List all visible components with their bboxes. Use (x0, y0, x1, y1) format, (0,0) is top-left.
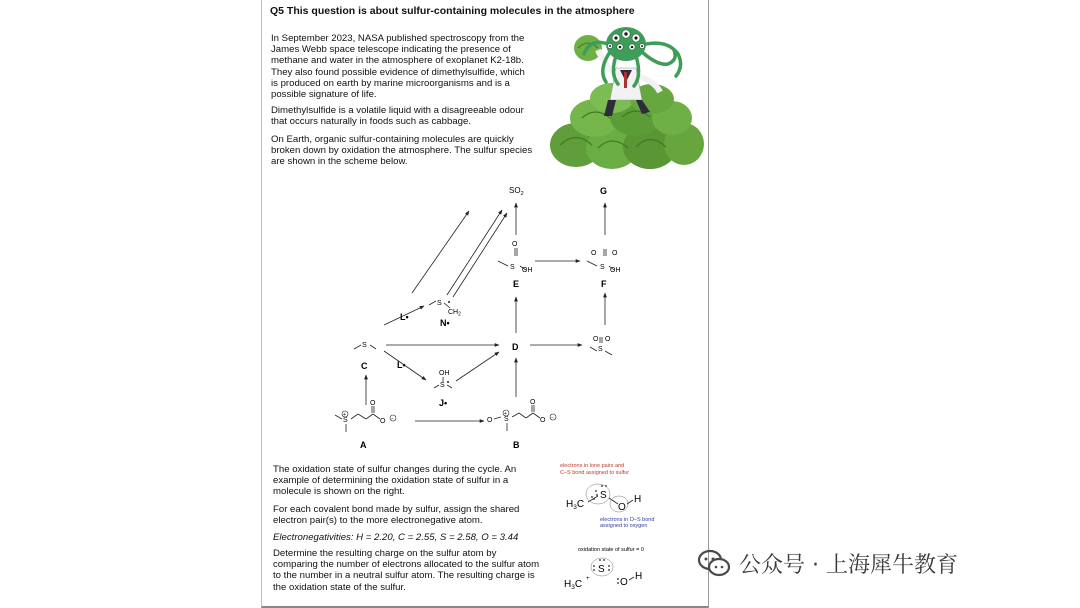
wechat-icon (697, 548, 731, 578)
dmso2-atom-o-right: O (605, 336, 611, 343)
e-atom-o: O (512, 241, 518, 248)
n-radical-dot (448, 301, 450, 303)
f-atom-o-left: O (591, 250, 597, 257)
b-plus-sign: + (504, 411, 507, 417)
label-g: G (600, 186, 608, 196)
intro-paragraph-3: On Earth, organic sulfur-containing molecules are quickly broken down by oxidation the atmosphere. The sulfur species are shown in the scheme below. (271, 134, 533, 168)
example-h3c: $H_3C$ (566, 499, 585, 511)
label-j: J• (439, 398, 448, 408)
b-atom-o-left: O (487, 417, 493, 424)
example-s: S (600, 490, 607, 501)
dmso2-atom-o-left: O (593, 336, 599, 343)
arrow-n-to-so2-c (412, 211, 469, 293)
label-c: C (361, 361, 368, 371)
ox-state-label: oxidation state of sulfur = 0 (578, 547, 644, 553)
e-atom-s: S (510, 264, 515, 271)
so2-formula: $SO_2$ (509, 186, 524, 197)
a-atom-s: S (343, 417, 348, 424)
intro-paragraph-2: Dimethylsulfide is a volatile liquid with a disagreeable odour that occurs naturally in foods such as cabbage. (271, 105, 524, 128)
j-radical-dot (447, 381, 449, 383)
f-atom-o-right: O (612, 250, 618, 257)
n-atom-s: S (437, 300, 442, 307)
a-plus-sign: + (343, 412, 346, 418)
radical-l-lower: L• (397, 360, 406, 370)
question-title: Q5 This question is about sulfur-containing molecules in the atmosphere (270, 5, 635, 17)
label-e: E (513, 279, 520, 289)
molecule-b (494, 405, 540, 431)
oxidation-paragraph-4: Determine the resulting charge on the sulfur atom by comparing the number of electrons allocated to the sulfur atom to the number in a neutral sulfur atom. The resulting charge is the oxidation state of the sulfur. (273, 548, 540, 593)
electronegativities: Electronegativities: H = 2.20, C = 2.55, S = 2.58, O = 3.44 (273, 532, 519, 543)
n-atom-ch2: $CH_2$ (448, 309, 461, 318)
a-atom-o-right: O (380, 418, 386, 425)
b-minus-sign: − (551, 415, 554, 421)
note-lone-pairs-line2: C–S bond assigned to sulfur (560, 470, 630, 476)
arrow-n-to-so2-b (453, 213, 507, 297)
label-f: F (601, 279, 607, 289)
example-o: O (618, 502, 626, 513)
note-os-bond-line2: assigned to oxygen (600, 523, 648, 529)
oxidation-paragraph-2: For each covalent bond made by sulfur, assign the shared electron pair(s) to the more electronegative atom. (273, 504, 520, 527)
cabbage-monster-illustration (550, 20, 705, 172)
b-atom-o-right: O (540, 417, 546, 424)
arrow-c-to-j (384, 351, 426, 380)
note-os-bond-line1: electrons in O–S bond (600, 517, 655, 523)
note-lone-pairs-line1: electrons in lone pairs and (560, 463, 625, 469)
arrow-n-to-so2-a (447, 210, 502, 295)
example2-h: H (635, 571, 643, 582)
watermark-text: 公众号 · 上海犀牛教育 (739, 552, 958, 578)
arrow-c-to-n (384, 306, 424, 325)
worked-example-diagram (558, 458, 704, 598)
label-n: N• (440, 318, 450, 328)
molecule-a (335, 406, 380, 432)
b-atom-o-top: O (530, 399, 536, 406)
a-atom-o-top: O (370, 400, 376, 407)
e-atom-oh: OH (522, 267, 533, 274)
label-d: D (512, 342, 519, 352)
reaction-scheme (262, 175, 708, 465)
b-atom-s: S (504, 416, 509, 423)
example2-plus: + (586, 576, 590, 582)
j-atom-s: S (440, 382, 445, 389)
label-b: B (513, 440, 520, 450)
watermark (697, 545, 958, 581)
f-atom-s: S (600, 264, 605, 271)
label-a: A (360, 440, 367, 450)
worksheet-page (261, 0, 709, 608)
example2-o: O (620, 577, 628, 588)
arrow-j-to-d (456, 352, 499, 381)
a-minus-sign: − (391, 416, 394, 422)
f-atom-oh: OH (610, 267, 621, 274)
dmso2-atom-s: S (598, 346, 603, 353)
example2-s: S (598, 564, 605, 575)
oxidation-paragraph-1: The oxidation state of sulfur changes during the cycle. An example of determining the oxidation state of sulfur in a molecule is shown on the right. (273, 464, 517, 498)
c-atom-s: S (362, 342, 367, 349)
example2-h3c: $H_3C$ (564, 579, 583, 591)
example-h: H (634, 494, 642, 505)
radical-l-upper: L• (400, 312, 409, 322)
intro-paragraph-1: In September 2023, NASA published spectroscopy from the James Webb space telescope indicating the presence of methane and water in the atmosphere of exoplanet K2-18b. They also found possible evidence of dimethylsulfide, which is produced on earth by marine microorganisms and is a possible signature of life. (271, 33, 525, 101)
j-atom-oh: OH (439, 370, 450, 377)
